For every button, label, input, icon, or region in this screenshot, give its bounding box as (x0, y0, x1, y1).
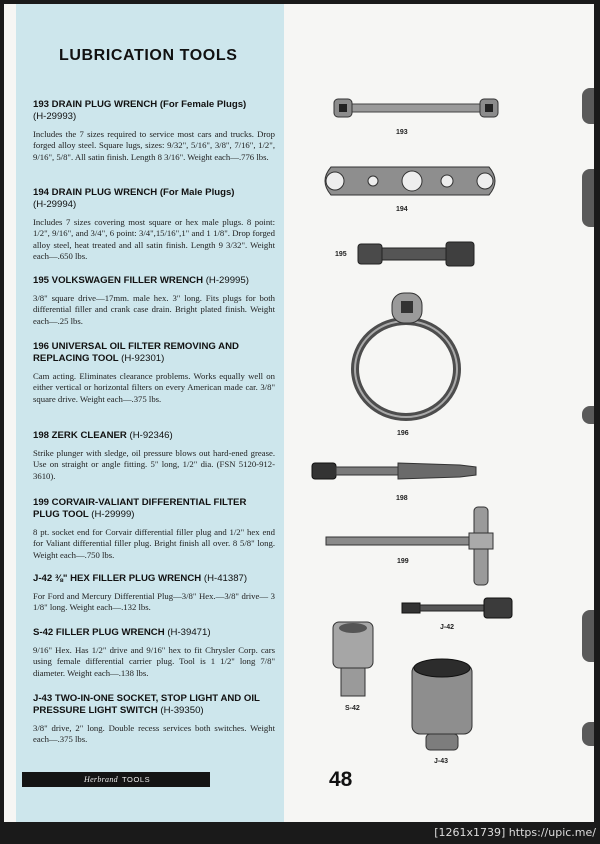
part-code: (H-29995) (205, 275, 249, 286)
section-j42 (33, 573, 275, 614)
brand-logo: Herbrand (84, 775, 118, 784)
section-heading: J-42 ⅜" HEX FILLER PLUG WRENCH (H-41387) (33, 573, 248, 584)
section-description: Strike plunger with sledge, oil pressure blows out hard-ened grease. Use on straight or angle fitting. 5" long, 1/2" dia. (FSN 5120-912-3610). (33, 448, 275, 481)
section-description: For Ford and Mercury Differential Plug—3/8" Hex.—3/8" drive— 3 1/8" long. Weight each—.132 lbs. (33, 591, 275, 613)
section-description: 9/16" Hex. Has 1/2" drive and 9/16" hex to fit Chrysler Corp. cars using female differential carrier plug. Tool is 1 1/2" long 7/8" diameter. Weight each—.138 lbs. (33, 645, 275, 678)
part-code: (H-41387) (203, 573, 248, 584)
label-198: 198 (396, 495, 408, 502)
part-code: (H-29999) (91, 509, 135, 520)
filter-tool-196-image (346, 287, 466, 427)
section-heading: J-43 TWO-IN-ONE SOCKET, STOP LIGHT AND OIL PRESSURE LIGHT SWITCH (H-39350) (33, 693, 260, 716)
section-description: Cam acting. Eliminates clearance problems. Works equally well on either vertical or horizontal filters on every American made car. 3/8" square drive. Weight each—.375 lbs. (33, 371, 275, 404)
section-heading: 199 CORVAIR-VALIANT DIFFERENTIAL FILTER PLUG TOOL (H-29999) (33, 497, 247, 520)
section-heading: 196 UNIVERSAL OIL FILTER REMOVING AND REPLACING TOOL (H-92301) (33, 341, 239, 364)
part-code: (H-29993) (33, 111, 77, 122)
label-j43: J-43 (434, 758, 449, 765)
wrench-195-image (356, 237, 476, 271)
label-s42: S-42 (345, 705, 360, 712)
part-code: (H-29994) (33, 199, 77, 210)
section-description: Includes 7 sizes covering most square or hex male plugs. 8 point: 1/2", 9/16", and 3/4", 6 point: 3/4",15/16",1" and 1 1/8". Drop forged alloy steel, heat treated and all satin finish. Length 9 3/32". Weight each—.650 lbs. (33, 217, 275, 262)
index-tab (582, 169, 594, 227)
section-description: 3/8" square drive—17mm. male hex. 3" long. Fits plugs for both differential filler and crank case drain. Bright plated finish. Weight each—.25 lbs. (33, 293, 275, 326)
section-195 (33, 275, 275, 327)
wrench-194-image (317, 161, 503, 201)
section-heading: 195 VOLKSWAGEN FILLER WRENCH (H-29995) (33, 275, 249, 286)
wrench-193-image (330, 92, 500, 128)
part-code: (H-39350) (160, 705, 204, 716)
section-heading: 194 DRAIN PLUG WRENCH (For Male Plugs) (H-29994) (33, 187, 235, 210)
socket-j43-image (408, 656, 476, 752)
label-195: 195 (335, 251, 347, 258)
index-tab (582, 610, 594, 662)
label-j42: J-42 (440, 624, 455, 631)
index-tab (582, 88, 594, 124)
section-198 (33, 430, 275, 482)
index-tab (582, 722, 594, 746)
catalog-page (4, 4, 594, 822)
section-description: 3/8" drive, 2" long. Double recess services both switches. Weight each—.375 lbs. (33, 723, 275, 745)
section-description: Includes the 7 sizes required to service most cars and trucks. Drop forged alloy steel. Square lugs, sizes: 9/32", 5/16", 3/8", 7/16", 1/2", 9/16", 5/8". All satin finish. Length 8 3/16". Weight each—.776 lbs. (33, 129, 275, 162)
part-code: (H-92346) (129, 430, 173, 441)
section-s42 (33, 627, 275, 679)
page-number: 48 (329, 768, 353, 791)
image-source-caption: [1261x1739] https://upic.me/ (434, 826, 596, 839)
index-tab (582, 406, 594, 424)
part-code: (H-92301) (121, 353, 165, 364)
label-194: 194 (396, 206, 408, 213)
footer-brand-bar (22, 772, 210, 787)
section-199 (33, 497, 275, 561)
section-heading: S-42 FILLER PLUG WRENCH (H-39471) (33, 627, 211, 638)
section-196 (33, 341, 275, 405)
wrench-j42-image (400, 595, 516, 621)
wrench-s42-image (331, 618, 375, 700)
page-title: LUBRICATION TOOLS (59, 47, 238, 64)
section-heading: 193 DRAIN PLUG WRENCH (For Female Plugs) (H-29993) (33, 99, 247, 122)
plug-tool-199-image (324, 505, 496, 587)
label-199: 199 (397, 558, 409, 565)
footer-tools-text: TOOLS (121, 775, 151, 784)
section-194 (33, 187, 275, 263)
section-description: 8 pt. socket end for Corvair differential filler plug and 1/2" hex end for Valiant differential filler plug. Bright finish all over. 8 5/8" long. Weight each—.750 lbs. (33, 527, 275, 560)
section-193 (33, 99, 275, 163)
label-193: 193 (396, 129, 408, 136)
zerk-cleaner-198-image (310, 457, 480, 485)
label-196: 196 (397, 430, 409, 437)
part-code: (H-39471) (167, 627, 211, 638)
section-heading: 198 ZERK CLEANER (H-92346) (33, 430, 173, 441)
section-j43 (33, 693, 275, 746)
